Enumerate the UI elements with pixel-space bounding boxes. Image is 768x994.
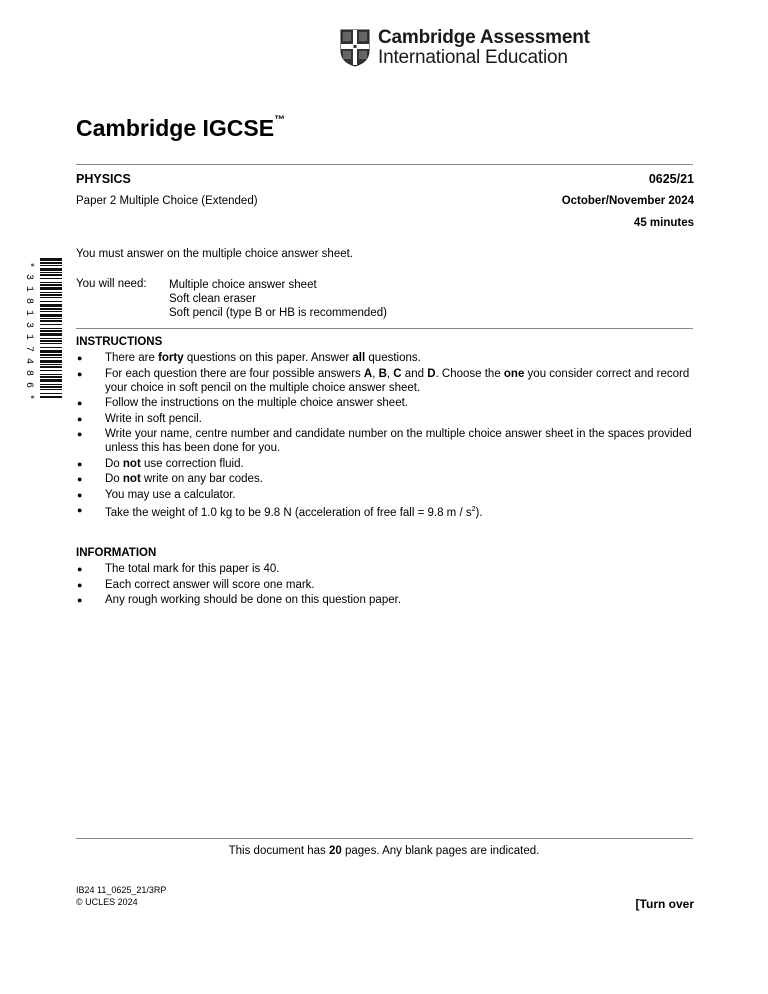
bullet-icon: ● bbox=[77, 505, 83, 515]
list-item bbox=[76, 503, 696, 520]
answer-instruction: You must answer on the multiple choice answer sheet. bbox=[76, 248, 354, 260]
list-item-text: Do not use correction fluid. bbox=[105, 457, 244, 470]
list-item-text: For each question there are four possible answers A, B, C and D. Choose the one you consider correct and record your choice in soft pencil on the multiple choice answer sheet. bbox=[105, 367, 690, 394]
list-item-text: Do not write on any bar codes. bbox=[105, 473, 263, 485]
need-item: Multiple choice answer sheet bbox=[169, 279, 317, 291]
list-item bbox=[76, 472, 696, 486]
need-label: You will need: bbox=[76, 278, 147, 290]
list-item bbox=[76, 562, 696, 576]
bullet-icon: ● bbox=[77, 413, 83, 424]
list-item-text: Any rough working should be done on this question paper. bbox=[105, 594, 402, 606]
list-item bbox=[76, 593, 696, 607]
trademark-symbol: ™ bbox=[274, 114, 286, 127]
paper-title: Paper 2 Multiple Choice (Extended) bbox=[76, 195, 258, 207]
list-item bbox=[76, 488, 696, 502]
bullet-icon: ● bbox=[77, 489, 83, 500]
list-item-text: Write in soft pencil. bbox=[105, 412, 202, 425]
qualification-title bbox=[76, 115, 285, 142]
turn-over-label: [Turn over bbox=[635, 897, 694, 911]
page-count-note: This document has 20 pages. Any blank pages are indicated. bbox=[228, 845, 540, 857]
list-item-text: The total mark for this paper is 40. bbox=[105, 563, 280, 575]
list-item-text: Take the weight of 1.0 kg to be 9.8 N (acceleration of free fall = 9.8 m / $s^2$). bbox=[105, 506, 483, 519]
reference-code: IB24 11_0625_21/3RP bbox=[76, 885, 167, 895]
divider-footer bbox=[76, 838, 693, 839]
exam-session: October/November 2024 bbox=[561, 195, 694, 207]
bullet-icon: ● bbox=[77, 398, 83, 408]
list-item bbox=[76, 412, 696, 426]
divider-top bbox=[76, 164, 693, 165]
list-item bbox=[76, 396, 696, 410]
subject: PHYSICS bbox=[76, 172, 131, 186]
barcode-number: * 3 1 8 1 3 1 7 4 8 6 * bbox=[23, 262, 34, 401]
qualification-name: Cambridge IGCSE bbox=[76, 115, 275, 141]
list-item-text: Write your name, centre number and candidate number on the multiple choice answer sheet in the spaces provided unless this has been done for you. bbox=[105, 428, 692, 454]
list-item bbox=[76, 578, 696, 592]
bullet-icon: ● bbox=[77, 429, 83, 439]
instructions-list bbox=[76, 351, 696, 521]
need-item: Soft clean eraser bbox=[169, 293, 256, 305]
information-heading: INFORMATION bbox=[76, 547, 157, 559]
list-item bbox=[76, 457, 696, 471]
copyright: © UCLES 2024 bbox=[76, 897, 138, 907]
barcode-icon bbox=[24, 258, 64, 398]
list-item bbox=[76, 351, 696, 365]
list-item-text: Each correct answer will score one mark. bbox=[105, 578, 315, 591]
list-item bbox=[76, 427, 696, 455]
bullet-icon: ● bbox=[77, 368, 83, 379]
need-list bbox=[169, 278, 387, 320]
paper-code: 0625/21 bbox=[648, 172, 694, 186]
need-item: Soft pencil (type B or HB is recommended) bbox=[169, 307, 387, 319]
list-item bbox=[76, 367, 696, 395]
list-item-text: There are forty questions on this paper. Answer all questions. bbox=[105, 352, 421, 364]
logo-line-1: Cambridge Assessment bbox=[378, 27, 590, 48]
bullet-icon: ● bbox=[77, 353, 83, 363]
bullet-icon: ● bbox=[77, 595, 83, 605]
bullet-icon: ● bbox=[77, 579, 83, 590]
cambridge-crest-icon bbox=[340, 29, 370, 67]
exam-duration: 45 minutes bbox=[633, 217, 694, 229]
list-item-text: You may use a calculator. bbox=[105, 488, 236, 501]
bullet-icon: ● bbox=[77, 564, 83, 574]
logo-line-2: International Education bbox=[378, 47, 568, 68]
bullet-icon: ● bbox=[77, 458, 83, 469]
cambridge-logo bbox=[340, 28, 590, 68]
list-item-text: Follow the instructions on the multiple choice answer sheet. bbox=[105, 397, 408, 409]
information-list bbox=[76, 562, 696, 609]
bullet-icon: ● bbox=[77, 474, 83, 484]
divider-instructions bbox=[76, 328, 693, 329]
instructions-heading: INSTRUCTIONS bbox=[76, 336, 163, 348]
